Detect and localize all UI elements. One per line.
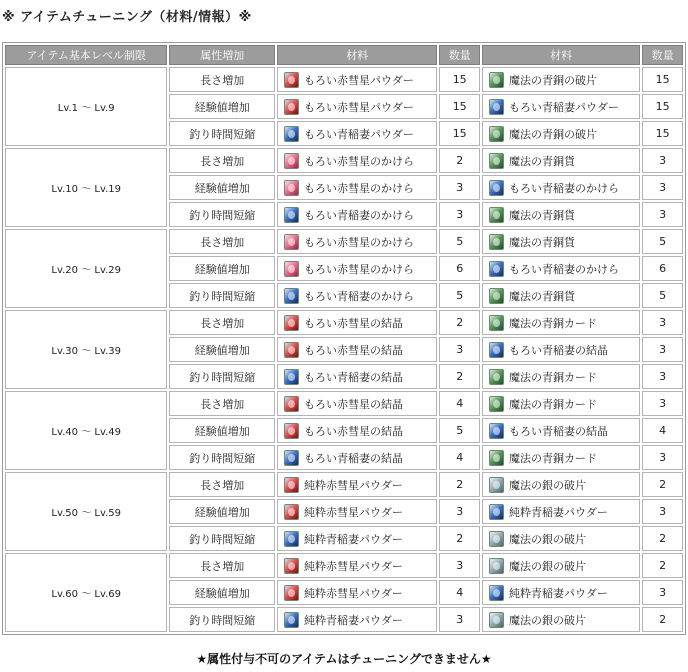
level-range-cell: Lv.30 〜 Lv.39 xyxy=(5,310,167,389)
material-1-name: 純粋赤彗星パウダー xyxy=(304,586,403,600)
blue-lightning-material-icon xyxy=(489,423,504,439)
material-1-name: もろい赤彗星のかけら xyxy=(304,181,414,195)
material-1-cell xyxy=(277,445,437,470)
header-attribute: 属性増加 xyxy=(169,45,275,65)
material-2-name: もろい青稲妻のかけら xyxy=(508,262,619,276)
material-1-cell xyxy=(277,526,437,551)
quantity-2-cell: 3 xyxy=(642,364,683,389)
quantity-1-cell: 3 xyxy=(439,553,480,578)
quantity-1-cell: 5 xyxy=(439,283,480,308)
material-1-cell xyxy=(277,67,437,92)
quantity-2-cell: 3 xyxy=(642,445,683,470)
material-1-cell xyxy=(277,472,437,497)
quantity-2-cell: 3 xyxy=(642,580,683,605)
silver-material-icon xyxy=(489,612,504,628)
red-comet-fragment-icon xyxy=(284,153,299,169)
blue-lightning-material-icon xyxy=(284,531,299,547)
material-1-name: 純粋青稲妻パウダー xyxy=(304,532,403,546)
attribute-cell: 長さ増加 xyxy=(169,472,275,497)
table-row xyxy=(5,553,683,578)
silver-material-icon xyxy=(489,477,504,493)
attribute-cell: 経験値増加 xyxy=(169,256,275,281)
quantity-1-cell: 15 xyxy=(439,67,480,92)
material-1-name: もろい赤彗星パウダー xyxy=(304,73,414,87)
quantity-2-cell: 3 xyxy=(642,337,683,362)
material-1-name: もろい赤彗星のかけら xyxy=(304,154,414,168)
material-2-cell xyxy=(482,310,640,335)
quantity-1-cell: 3 xyxy=(439,175,480,200)
attribute-cell: 長さ増加 xyxy=(169,391,275,416)
blue-lightning-material-icon xyxy=(284,288,299,304)
quantity-1-cell: 15 xyxy=(439,121,480,146)
attribute-cell: 釣り時間短縮 xyxy=(169,121,275,146)
level-range-cell: Lv.50 〜 Lv.59 xyxy=(5,472,167,551)
material-2-cell xyxy=(482,337,640,362)
material-2-name: 魔法の青銅の破片 xyxy=(508,73,597,87)
blue-lightning-material-icon xyxy=(284,126,299,142)
attribute-cell: 長さ増加 xyxy=(169,310,275,335)
material-1-name: 純粋赤彗星パウダー xyxy=(304,478,403,492)
footer-note: ★属性付与不可のアイテムはチューニングできません★ xyxy=(196,652,492,666)
bronze-material-icon xyxy=(489,207,504,223)
attribute-cell: 経験値増加 xyxy=(169,499,275,524)
attribute-cell: 経験値増加 xyxy=(169,418,275,443)
attribute-cell: 釣り時間短縮 xyxy=(169,202,275,227)
material-2-cell xyxy=(482,148,640,173)
material-1-name: もろい青稲妻パウダー xyxy=(304,127,414,141)
quantity-2-cell: 4 xyxy=(642,418,683,443)
quantity-1-cell: 2 xyxy=(439,310,480,335)
material-2-name: 魔法の青銅カード xyxy=(508,370,597,384)
material-2-cell xyxy=(482,580,640,605)
silver-material-icon xyxy=(489,558,504,574)
quantity-2-cell: 3 xyxy=(642,148,683,173)
quantity-1-cell: 2 xyxy=(439,364,480,389)
bronze-material-icon xyxy=(489,369,504,385)
material-2-cell xyxy=(482,391,640,416)
red-comet-fragment-icon xyxy=(284,180,299,196)
quantity-2-cell: 2 xyxy=(642,553,683,578)
material-1-cell xyxy=(277,202,437,227)
header-material-1: 材料 xyxy=(277,45,437,65)
material-1-name: もろい青稲妻のかけら xyxy=(304,289,414,303)
blue-lightning-material-icon xyxy=(489,504,504,520)
quantity-1-cell: 6 xyxy=(439,256,480,281)
material-1-name: 純粋青稲妻パウダー xyxy=(304,613,403,627)
quantity-1-cell: 3 xyxy=(439,337,480,362)
quantity-1-cell: 5 xyxy=(439,229,480,254)
material-2-name: 魔法の銀の破片 xyxy=(508,613,586,627)
header-quantity-2: 数量 xyxy=(642,45,683,65)
attribute-cell: 釣り時間短縮 xyxy=(169,526,275,551)
red-comet-material-icon xyxy=(284,99,299,115)
tuning-table xyxy=(2,42,686,635)
attribute-cell: 釣り時間短縮 xyxy=(169,445,275,470)
bronze-material-icon xyxy=(489,234,504,250)
material-1-cell xyxy=(277,256,437,281)
header-level-limit: アイテム基本レベル制限 xyxy=(5,45,167,65)
red-comet-material-icon xyxy=(284,396,299,412)
level-range-cell: Lv.10 〜 Lv.19 xyxy=(5,148,167,227)
quantity-1-cell: 3 xyxy=(439,607,480,632)
quantity-1-cell: 15 xyxy=(439,94,480,119)
material-2-name: 魔法の青銅の破片 xyxy=(508,127,597,141)
table-row xyxy=(5,229,683,254)
quantity-1-cell: 2 xyxy=(439,526,480,551)
material-2-cell xyxy=(482,526,640,551)
quantity-2-cell: 2 xyxy=(642,607,683,632)
table-row xyxy=(5,391,683,416)
material-2-cell xyxy=(482,472,640,497)
quantity-2-cell: 3 xyxy=(642,310,683,335)
material-1-name: もろい青稲妻のかけら xyxy=(304,208,414,222)
material-2-name: 魔法の青銅貨 xyxy=(508,289,575,303)
material-2-cell xyxy=(482,121,640,146)
material-2-name: 魔法の青銅カード xyxy=(508,316,597,330)
material-1-name: もろい青稲妻の結晶 xyxy=(304,451,403,465)
material-2-cell xyxy=(482,364,640,389)
material-2-cell xyxy=(482,94,640,119)
material-1-cell xyxy=(277,607,437,632)
material-2-cell xyxy=(482,175,640,200)
blue-lightning-material-icon xyxy=(489,342,504,358)
material-2-name: 魔法の青銅貨 xyxy=(508,208,575,222)
level-range-cell: Lv.60 〜 Lv.69 xyxy=(5,553,167,632)
red-comet-material-icon xyxy=(284,342,299,358)
attribute-cell: 長さ増加 xyxy=(169,148,275,173)
blue-lightning-material-icon xyxy=(489,585,504,601)
header-material-2: 材料 xyxy=(482,45,640,65)
material-2-name: 魔法の青銅貨 xyxy=(508,235,575,249)
bronze-material-icon xyxy=(489,396,504,412)
table-row xyxy=(5,472,683,497)
blue-lightning-material-icon xyxy=(284,207,299,223)
material-2-cell xyxy=(482,445,640,470)
material-2-cell xyxy=(482,418,640,443)
attribute-cell: 経験値増加 xyxy=(169,580,275,605)
red-comet-fragment-icon xyxy=(284,234,299,250)
level-range-cell: Lv.40 〜 Lv.49 xyxy=(5,391,167,470)
quantity-2-cell: 15 xyxy=(642,94,683,119)
red-comet-material-icon xyxy=(284,477,299,493)
level-range-cell: Lv.1 〜 Lv.9 xyxy=(5,67,167,146)
material-1-cell xyxy=(277,94,437,119)
attribute-cell: 釣り時間短縮 xyxy=(169,283,275,308)
attribute-cell: 長さ増加 xyxy=(169,67,275,92)
blue-lightning-material-icon xyxy=(489,99,504,115)
attribute-cell: 経験値増加 xyxy=(169,175,275,200)
red-comet-material-icon xyxy=(284,72,299,88)
quantity-2-cell: 2 xyxy=(642,472,683,497)
material-1-name: もろい赤彗星パウダー xyxy=(304,100,414,114)
quantity-1-cell: 4 xyxy=(439,445,480,470)
bronze-material-icon xyxy=(489,315,504,331)
quantity-1-cell: 4 xyxy=(439,580,480,605)
material-1-cell xyxy=(277,283,437,308)
table-row xyxy=(5,148,683,173)
material-2-cell xyxy=(482,256,640,281)
material-1-cell xyxy=(277,499,437,524)
material-1-cell xyxy=(277,418,437,443)
material-1-cell xyxy=(277,337,437,362)
material-1-name: もろい赤彗星のかけら xyxy=(304,262,414,276)
material-2-name: もろい青稲妻の結晶 xyxy=(508,424,608,438)
table-row xyxy=(5,67,683,92)
material-1-name: もろい赤彗星の結晶 xyxy=(304,316,403,330)
material-1-cell xyxy=(277,391,437,416)
quantity-1-cell: 2 xyxy=(439,148,480,173)
quantity-2-cell: 5 xyxy=(642,283,683,308)
material-1-cell xyxy=(277,553,437,578)
blue-lightning-material-icon xyxy=(489,261,504,277)
quantity-2-cell: 2 xyxy=(642,526,683,551)
material-2-cell xyxy=(482,553,640,578)
attribute-cell: 経験値増加 xyxy=(169,94,275,119)
quantity-2-cell: 6 xyxy=(642,256,683,281)
attribute-cell: 釣り時間短縮 xyxy=(169,364,275,389)
page-title: ※ アイテムチューニング（材料/情報）※ xyxy=(2,10,252,25)
material-1-name: 純粋赤彗星パウダー xyxy=(304,559,403,573)
material-1-cell xyxy=(277,121,437,146)
attribute-cell: 長さ増加 xyxy=(169,229,275,254)
material-1-cell xyxy=(277,148,437,173)
blue-lightning-material-icon xyxy=(284,369,299,385)
bronze-material-icon xyxy=(489,288,504,304)
quantity-1-cell: 2 xyxy=(439,472,480,497)
bronze-material-icon xyxy=(489,126,504,142)
material-1-name: もろい赤彗星の結晶 xyxy=(304,343,403,357)
quantity-2-cell: 15 xyxy=(642,67,683,92)
material-2-name: 魔法の銀の破片 xyxy=(508,532,586,546)
quantity-1-cell: 4 xyxy=(439,391,480,416)
bronze-material-icon xyxy=(489,72,504,88)
red-comet-material-icon xyxy=(284,504,299,520)
red-comet-material-icon xyxy=(284,558,299,574)
attribute-cell: 釣り時間短縮 xyxy=(169,607,275,632)
red-comet-material-icon xyxy=(284,315,299,331)
material-2-name: 魔法の青銅貨 xyxy=(508,154,575,168)
material-2-name: 魔法の青銅カード xyxy=(508,397,597,411)
material-2-cell xyxy=(482,67,640,92)
silver-material-icon xyxy=(489,531,504,547)
red-comet-fragment-icon xyxy=(284,261,299,277)
quantity-2-cell: 3 xyxy=(642,391,683,416)
material-1-name: もろい赤彗星のかけら xyxy=(304,235,414,249)
material-1-name: 純粋赤彗星パウダー xyxy=(304,505,403,519)
material-2-name: 純粋青稲妻パウダー xyxy=(508,505,608,519)
quantity-2-cell: 3 xyxy=(642,202,683,227)
quantity-2-cell: 3 xyxy=(642,175,683,200)
attribute-cell: 経験値増加 xyxy=(169,337,275,362)
red-comet-material-icon xyxy=(284,423,299,439)
table-body xyxy=(5,67,683,632)
material-2-name: もろい青稲妻のかけら xyxy=(508,181,619,195)
material-2-cell xyxy=(482,607,640,632)
material-1-cell xyxy=(277,175,437,200)
quantity-1-cell: 5 xyxy=(439,418,480,443)
material-2-name: もろい青稲妻パウダー xyxy=(508,100,619,114)
quantity-2-cell: 5 xyxy=(642,229,683,254)
material-1-name: もろい赤彗星の結晶 xyxy=(304,424,403,438)
quantity-2-cell: 3 xyxy=(642,499,683,524)
quantity-1-cell: 3 xyxy=(439,499,480,524)
material-2-name: 魔法の銀の破片 xyxy=(508,559,586,573)
quantity-1-cell: 3 xyxy=(439,202,480,227)
material-1-name: もろい赤彗星の結晶 xyxy=(304,397,403,411)
material-1-cell xyxy=(277,310,437,335)
bronze-material-icon xyxy=(489,450,504,466)
table-row xyxy=(5,310,683,335)
header-quantity-1: 数量 xyxy=(439,45,480,65)
material-2-name: 純粋青稲妻パウダー xyxy=(508,586,608,600)
bronze-material-icon xyxy=(489,153,504,169)
material-1-name: もろい青稲妻の結晶 xyxy=(304,370,403,384)
table-header-row xyxy=(5,45,683,65)
level-range-cell: Lv.20 〜 Lv.29 xyxy=(5,229,167,308)
quantity-2-cell: 15 xyxy=(642,121,683,146)
red-comet-material-icon xyxy=(284,585,299,601)
material-2-cell xyxy=(482,229,640,254)
blue-lightning-material-icon xyxy=(489,180,504,196)
material-1-cell xyxy=(277,580,437,605)
material-1-cell xyxy=(277,229,437,254)
attribute-cell: 長さ増加 xyxy=(169,553,275,578)
material-2-cell xyxy=(482,499,640,524)
material-2-name: 魔法の青銅カード xyxy=(508,451,597,465)
blue-lightning-material-icon xyxy=(284,450,299,466)
material-2-cell xyxy=(482,202,640,227)
material-2-name: 魔法の銀の破片 xyxy=(508,478,586,492)
material-2-cell xyxy=(482,283,640,308)
material-1-cell xyxy=(277,364,437,389)
blue-lightning-material-icon xyxy=(284,612,299,628)
material-2-name: もろい青稲妻の結晶 xyxy=(508,343,608,357)
